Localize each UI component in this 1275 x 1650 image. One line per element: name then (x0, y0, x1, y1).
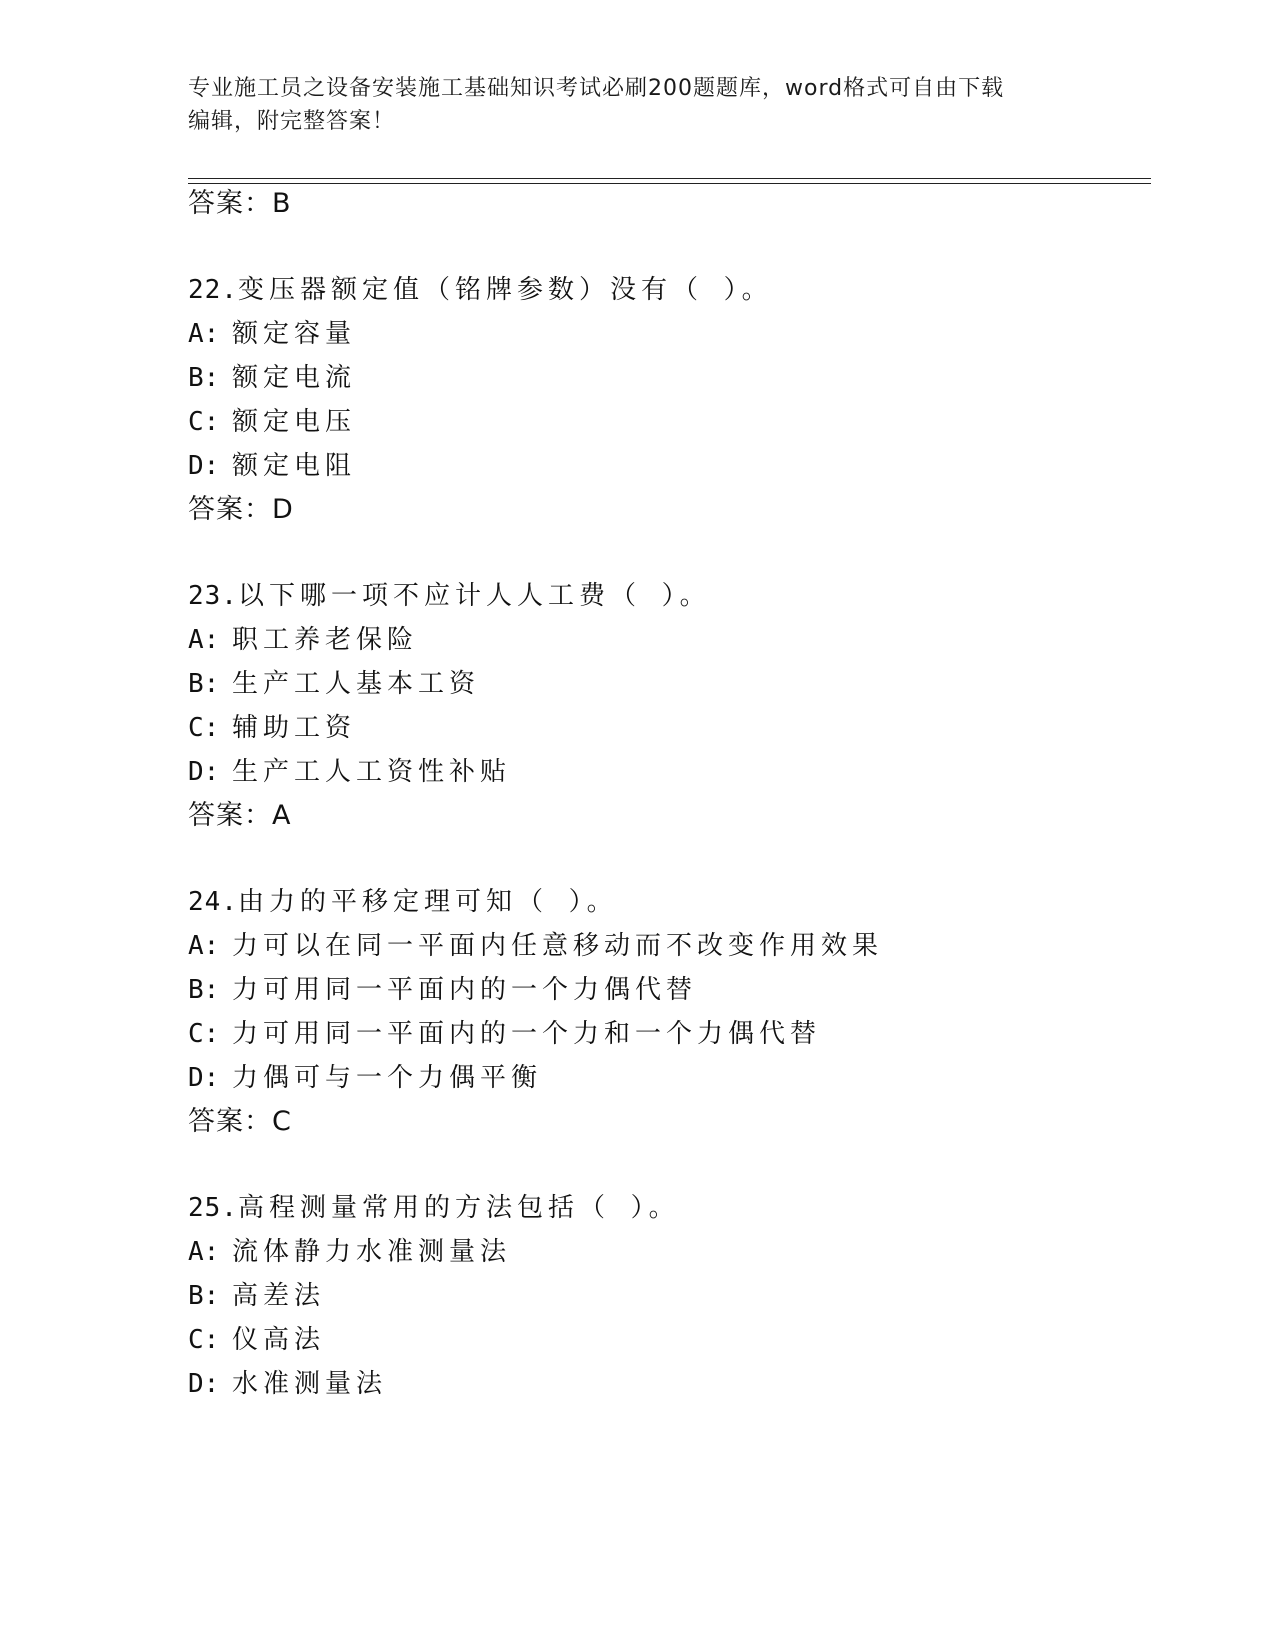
option-letter: A: (188, 319, 220, 349)
answer-label: 答案： (188, 1106, 272, 1137)
question-number: 25. (188, 1193, 238, 1223)
question-number: 24. (188, 887, 238, 917)
option-a (188, 623, 418, 657)
option-text: 额定电压 (232, 407, 357, 437)
header-divider (188, 178, 1151, 179)
option-text: 力偶可与一个力偶平衡 (232, 1063, 543, 1093)
option-letter: D: (188, 757, 220, 787)
option-text: 生产工人基本工资 (232, 669, 481, 699)
answer-value: D (272, 494, 294, 525)
option-d (188, 1367, 387, 1401)
answer-label: 答案： (188, 494, 272, 525)
document-header (188, 72, 1068, 138)
option-d (188, 755, 511, 789)
answer-label: 答案： (188, 188, 272, 219)
question-text: 由力的平移定理可知（ ）。 (237, 887, 618, 917)
option-c (188, 1323, 325, 1357)
option-letter: D: (188, 1063, 220, 1093)
option-text: 额定容量 (232, 319, 357, 349)
option-letter: C: (188, 713, 220, 743)
option-text: 职工养老保险 (232, 625, 419, 655)
option-a (188, 317, 356, 351)
option-letter: B: (188, 1281, 220, 1311)
option-b (188, 1279, 325, 1313)
option-letter: D: (188, 451, 220, 481)
option-text: 额定电流 (232, 363, 357, 393)
question-number: 23. (188, 581, 238, 611)
option-letter: B: (188, 363, 220, 393)
option-a (188, 1235, 511, 1269)
answer-value: C (272, 1106, 292, 1137)
option-text: 流体静力水准测量法 (232, 1237, 512, 1267)
option-text: 水准测量法 (232, 1369, 388, 1399)
question-stem (188, 273, 773, 307)
option-letter: C: (188, 1019, 220, 1049)
header-divider-double (188, 183, 1151, 184)
option-text: 力可以在同一平面内任意移动而不改变作用效果 (232, 931, 884, 961)
option-letter: B: (188, 669, 220, 699)
option-b (188, 973, 697, 1007)
option-c (188, 711, 356, 745)
header-line-2: 编辑，附完整答案！ (188, 109, 396, 134)
answer-value: B (272, 188, 292, 219)
option-text: 力可用同一平面内的一个力和一个力偶代替 (232, 1019, 822, 1049)
option-letter: A: (188, 931, 220, 961)
question-stem (188, 1191, 680, 1225)
option-text: 仪高法 (232, 1325, 326, 1355)
question-stem (188, 579, 711, 613)
question-text: 高程测量常用的方法包括（ ）。 (237, 1193, 680, 1223)
option-letter: B: (188, 975, 220, 1005)
answer-line (188, 187, 292, 221)
option-d (188, 1061, 542, 1095)
option-text: 额定电阻 (232, 451, 357, 481)
answer-value: A (272, 800, 292, 831)
option-c (188, 405, 356, 439)
option-text: 高差法 (232, 1281, 326, 1311)
header-line-1: 专业施工员之设备安装施工基础知识考试必刷200题题库，word格式可自由下载 (188, 76, 1005, 101)
option-letter: C: (188, 1325, 220, 1355)
option-letter: A: (188, 1237, 220, 1267)
option-b (188, 361, 356, 395)
answer-line (188, 493, 294, 527)
option-letter: C: (188, 407, 220, 437)
option-c (188, 1017, 821, 1051)
option-a (188, 929, 883, 963)
option-text: 生产工人工资性补贴 (232, 757, 512, 787)
question-stem (188, 885, 618, 919)
question-number: 22. (188, 275, 238, 305)
option-letter: D: (188, 1369, 220, 1399)
question-text: 变压器额定值（铭牌参数）没有（ ）。 (237, 275, 773, 305)
option-d (188, 449, 356, 483)
option-text: 力可用同一平面内的一个力偶代替 (232, 975, 698, 1005)
answer-line (188, 799, 291, 833)
answer-line (188, 1105, 292, 1139)
question-text: 以下哪一项不应计人人工费（ ）。 (237, 581, 711, 611)
option-letter: A: (188, 625, 220, 655)
answer-label: 答案： (188, 800, 272, 831)
option-text: 辅助工资 (232, 713, 357, 743)
option-b (188, 667, 480, 701)
